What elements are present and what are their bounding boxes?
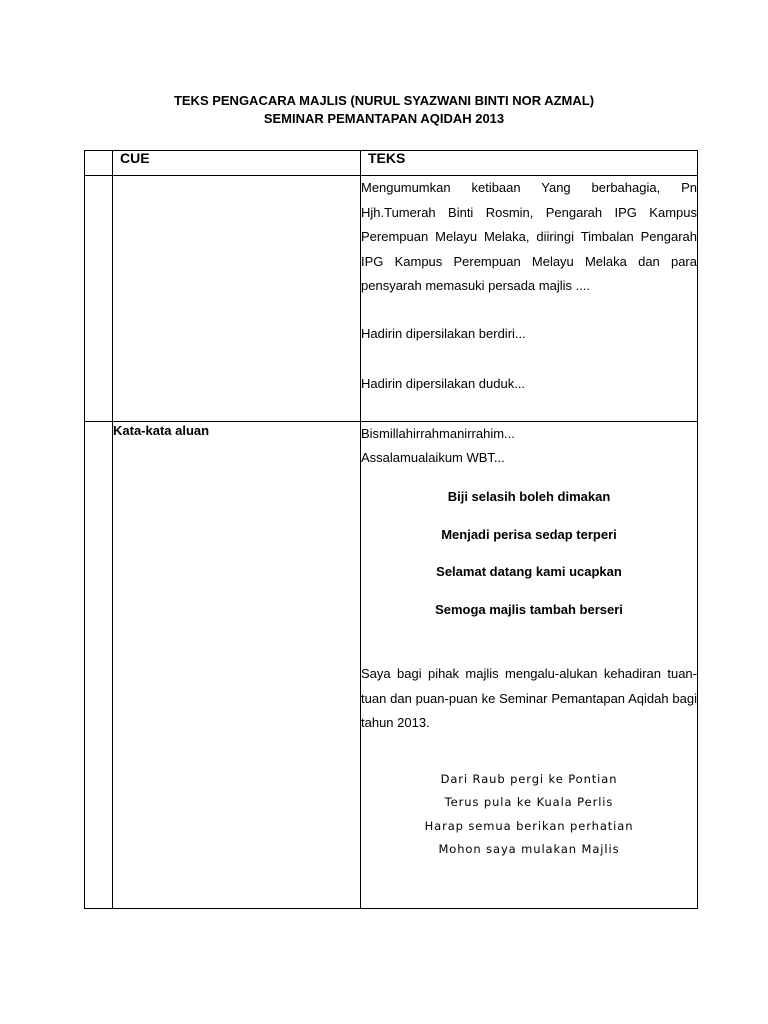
pantun-line: Semoga majlis tambah berseri xyxy=(435,601,623,617)
document-subtitle: SEMINAR PEMANTAPAN AQIDAH 2013 xyxy=(263,111,505,126)
row-number-cell xyxy=(85,176,113,422)
pantun-line: Menjadi perisa sedap terperi xyxy=(441,526,617,542)
pantun-line: Dari Raub pergi ke Pontian xyxy=(440,771,618,786)
sit-instruction: Hadirin dipersilakan duduk... xyxy=(361,375,526,391)
header-blank-cell xyxy=(85,151,113,176)
pantun-line: Biji selasih boleh dimakan xyxy=(447,489,611,504)
greeting-block xyxy=(361,422,697,470)
cue-cell: Kata-kata aluan xyxy=(113,422,361,909)
document-title: TEKS PENGACARA MAJLIS (NURUL SYAZWANI BINTI NOR AZMAL) xyxy=(173,93,595,108)
pantun-opening xyxy=(361,770,697,864)
header-teks-label: TEKS xyxy=(368,150,406,166)
cue-cell xyxy=(113,176,361,422)
greeting-line: Assalamualaikum WBT... xyxy=(361,450,505,465)
pantun-line: Terus pula ke Kuala Perlis xyxy=(444,795,614,810)
pantun-line: Selamat datang kami ucapkan xyxy=(436,564,622,579)
stand-instruction: Hadirin dipersilakan berdiri... xyxy=(361,325,526,341)
pantun-line: Harap semua berikan perhatian xyxy=(424,818,634,833)
header-teks-cell xyxy=(361,151,698,176)
table-row xyxy=(85,176,698,422)
table-row xyxy=(85,422,698,909)
header-cue-label: CUE xyxy=(120,150,150,166)
pantun-line: Mohon saya mulakan Majlis xyxy=(438,842,620,857)
greeting-line: Bismillahirrahmanirrahim... xyxy=(361,426,515,441)
teks-cell xyxy=(361,422,698,909)
teks-cell xyxy=(361,176,698,422)
pantun-welcome xyxy=(361,488,697,638)
header-cue-cell xyxy=(113,151,361,176)
script-table xyxy=(84,150,698,909)
row-number-cell xyxy=(85,422,113,909)
welcome-text: Saya bagi pihak majlis mengalu-alukan kehadiran tuan-tuan dan puan-puan ke Seminar Pemantapan Aqidah bagi tahun 2013. xyxy=(361,666,697,731)
table-header-row xyxy=(85,151,698,176)
announcement-text: Mengumumkan ketibaan Yang berbahagia, Pn Hjh.Tumerah Binti Rosmin, Pengarah IPG Kampus Perempuan Melayu Melaka, diiringi Timbalan Pengarah IPG Kampus Perempuan Melayu Melaka dan para pensyarah memasuki persada majlis .... xyxy=(361,180,697,294)
